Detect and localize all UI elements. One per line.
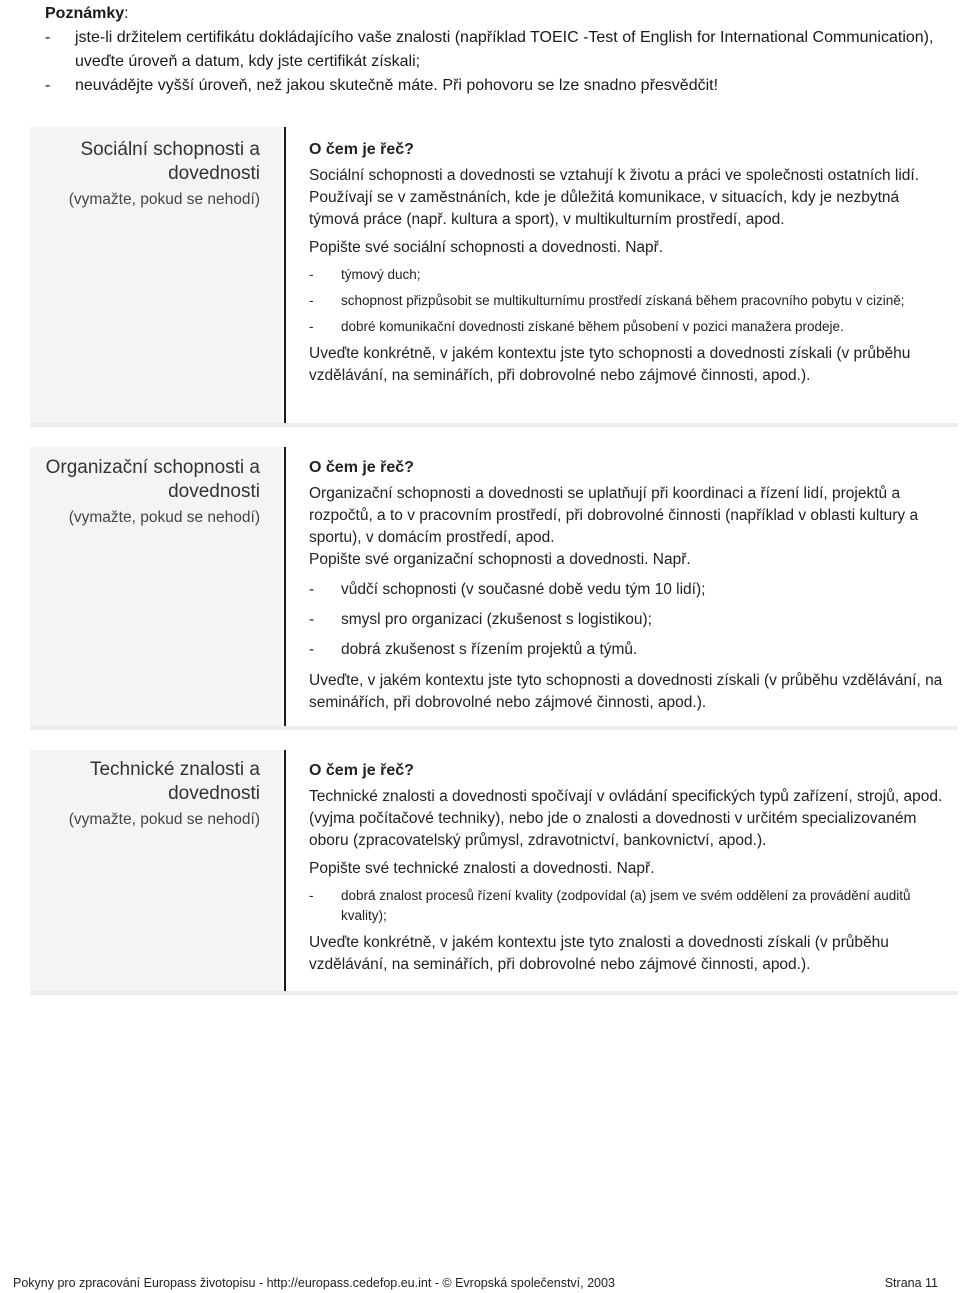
example-item bbox=[309, 886, 949, 926]
section-subtitle: (vymažte, pokud se nehodí) bbox=[68, 509, 260, 526]
section-content bbox=[309, 139, 949, 387]
section-description: Sociální schopnosti a dovednosti se vztahují k životu a práci ve společnosti ostatních lidí. Používají se v zaměstnáních, kde je důležitá komunikace, v situacích, kdy je nezbytná týmová práce (např. kultura a sport), v multikulturním prostředí, apod. bbox=[309, 167, 920, 228]
dash-marker: - bbox=[309, 611, 315, 628]
section-content bbox=[309, 457, 949, 714]
example-item bbox=[309, 291, 949, 311]
dash-marker: - bbox=[309, 267, 314, 282]
section-context: Uveďte konkrétně, v jakém kontextu jste tyto schopnosti a dovednosti získali (v průběhu vzdělávání, na seminářích, při dobrovolné nebo zájmové činnosti, apod.). bbox=[309, 345, 911, 384]
example-item bbox=[309, 579, 949, 601]
dash-marker: - bbox=[309, 319, 314, 334]
footer-text: Pokyny pro zpracování Europass životopisu - http://europass.cedefop.eu.int - © Evropská společenství, 2003 bbox=[13, 1276, 615, 1290]
section-question: O čem je řeč? bbox=[309, 141, 414, 158]
dash-marker: - bbox=[309, 641, 315, 658]
example-item bbox=[309, 609, 949, 631]
dash-marker: - bbox=[309, 888, 314, 903]
section-subtitle: (vymažte, pokud se nehodí) bbox=[68, 191, 260, 208]
section-content bbox=[309, 760, 949, 976]
section-social-skills bbox=[30, 127, 958, 427]
section-title: Sociální schopnosti a dovednosti bbox=[80, 139, 260, 184]
page-number: Strana 11 bbox=[884, 1276, 938, 1290]
section-label bbox=[30, 758, 260, 832]
example-item bbox=[309, 265, 949, 285]
section-prompt: Popište své organizační schopnosti a dovednosti. Např. bbox=[309, 551, 691, 568]
section-prompt: Popište své sociální schopnosti a dovednosti. Např. bbox=[309, 239, 664, 256]
example-text: schopnost přizpůsobit se multikulturnímu prostředí získaná během pracovního pobytu v cizině; bbox=[341, 293, 905, 308]
note-text: neuvádějte vyšší úroveň, než jakou skutečně máte. Při pohovoru se lze snadno přesvědčit! bbox=[75, 77, 719, 94]
dash-marker: - bbox=[309, 293, 314, 308]
example-text: smysl pro organizaci (zkušenost s logistikou); bbox=[341, 611, 652, 628]
example-item bbox=[309, 639, 949, 661]
section-question: O čem je řeč? bbox=[309, 762, 414, 779]
section-technical-skills bbox=[30, 750, 958, 995]
section-title: Technické znalosti a dovednosti bbox=[89, 759, 260, 804]
dash-marker: - bbox=[45, 29, 51, 46]
section-organizational-skills bbox=[30, 447, 958, 730]
example-text: dobré komunikační dovednosti získané během působení v pozici manažera prodeje. bbox=[341, 319, 844, 334]
section-description: Organizační schopnosti a dovednosti se uplatňují při koordinaci a řízení lidí, projektů a rozpočtů, a to v pracovním prostředí, při dobrovolné činnosti (například v oblasti kultury a sportu), v domácím prostředí, apod. bbox=[309, 485, 919, 546]
example-text: vůdčí schopnosti (v současné době vedu tým 10 lidí); bbox=[341, 581, 706, 598]
section-prompt: Popište své technické znalosti a dovednosti. Např. bbox=[309, 860, 655, 877]
note-text: jste-li držitelem certifikátu dokládajícího vaše znalosti (například TOEIC -Test of English for International Communication), uveďte úroveň a datum, kdy jste certifikát získali; bbox=[75, 29, 934, 70]
section-question: O čem je řeč? bbox=[309, 459, 414, 476]
section-subtitle: (vymažte, pokud se nehodí) bbox=[68, 811, 260, 828]
section-label bbox=[30, 456, 260, 530]
page-footer bbox=[13, 1276, 938, 1290]
section-title: Organizační schopnosti a dovednosti bbox=[45, 457, 260, 502]
section-context: Uveďte, v jakém kontextu jste tyto schopnosti a dovednosti získali (v průběhu vzdělávání, na seminářích, při dobrovolné nebo zájmové činnosti, apod.). bbox=[309, 672, 943, 711]
section-description: Technické znalosti a dovednosti spočívají v ovládání specifických typů zařízení, strojů, apod. (vyjma počítačové techniky), nebo jde o znalosti a dovednosti v určitém specializovaném oboru (zpracovatelský průmysl, zdravotnictví, bankovnictví, apod.). bbox=[309, 788, 943, 849]
note-item bbox=[45, 26, 945, 74]
section-context: Uveďte konkrétně, v jakém kontextu jste tyto znalosti a dovednosti získali (v průběhu vzdělávání, na seminářích, při dobrovolné nebo zájmové činnosti, apod.). bbox=[309, 934, 889, 973]
example-text: týmový duch; bbox=[341, 267, 421, 282]
notes-heading: Poznámky: bbox=[45, 5, 129, 22]
notes-block bbox=[45, 2, 945, 98]
example-item bbox=[309, 317, 949, 337]
dash-marker: - bbox=[45, 77, 51, 94]
section-label bbox=[30, 138, 260, 212]
note-item bbox=[45, 74, 945, 98]
example-text: dobrá znalost procesů řízení kvality (zodpovídal (a) jsem ve svém oddělení za provádění auditů kvality); bbox=[341, 888, 911, 923]
dash-marker: - bbox=[309, 581, 315, 598]
example-text: dobrá zkušenost s řízením projektů a týmů. bbox=[341, 641, 638, 658]
